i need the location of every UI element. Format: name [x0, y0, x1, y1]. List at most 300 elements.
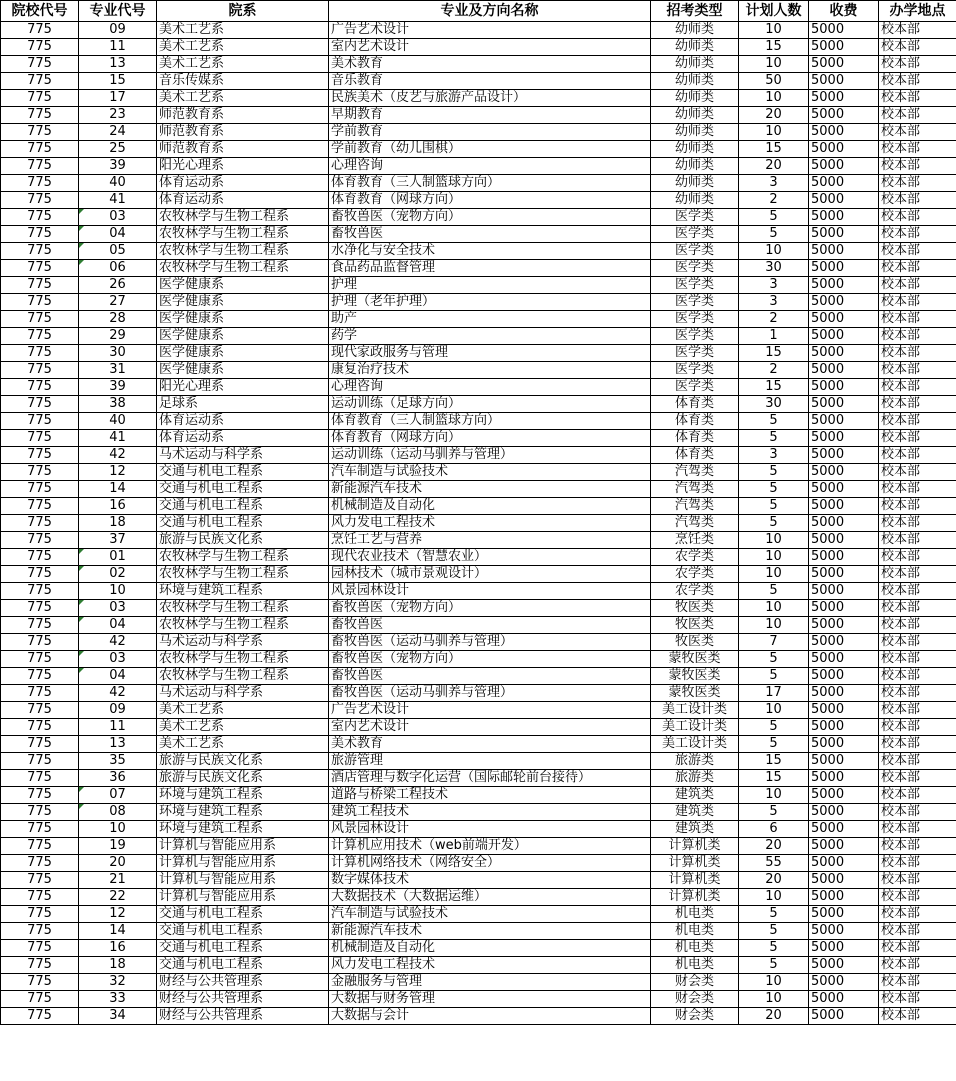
location-cell: 校本部	[879, 107, 956, 124]
major-code-cell: 10	[79, 583, 157, 600]
department-cell: 计算机与智能应用系	[157, 872, 329, 889]
plan-count-cell: 10	[739, 532, 809, 549]
department-cell: 医学健康系	[157, 277, 329, 294]
department-cell: 马术运动与科学系	[157, 634, 329, 651]
major-name-cell: 室内艺术设计	[329, 39, 651, 56]
department-cell: 计算机与智能应用系	[157, 889, 329, 906]
plan-count-cell: 50	[739, 73, 809, 90]
location-cell: 校本部	[879, 889, 956, 906]
exam-type-cell: 幼师类	[651, 141, 739, 158]
fee-cell: 5000	[809, 991, 879, 1008]
major-code-cell: 03	[79, 600, 157, 617]
school-code-cell: 775	[1, 991, 79, 1008]
plan-count-cell: 2	[739, 311, 809, 328]
department-cell: 农牧林学与生物工程系	[157, 209, 329, 226]
table-row	[1, 311, 956, 328]
exam-type-cell: 体育类	[651, 447, 739, 464]
fee-cell: 5000	[809, 940, 879, 957]
table-row	[1, 770, 956, 787]
department-cell: 旅游与民族文化系	[157, 770, 329, 787]
table-row	[1, 447, 956, 464]
fee-cell: 5000	[809, 209, 879, 226]
school-code-cell: 775	[1, 243, 79, 260]
school-code-cell: 775	[1, 549, 79, 566]
major-code-cell: 03	[79, 651, 157, 668]
location-cell: 校本部	[879, 345, 956, 362]
school-code-cell: 775	[1, 362, 79, 379]
major-name-cell: 畜牧兽医	[329, 226, 651, 243]
exam-type-cell: 体育类	[651, 430, 739, 447]
fee-cell: 5000	[809, 464, 879, 481]
table-row	[1, 345, 956, 362]
plan-count-cell: 10	[739, 56, 809, 73]
major-name-cell: 汽车制造与试验技术	[329, 906, 651, 923]
plan-count-cell: 5	[739, 736, 809, 753]
fee-cell: 5000	[809, 226, 879, 243]
location-cell: 校本部	[879, 22, 956, 39]
school-code-cell: 775	[1, 855, 79, 872]
major-code-cell: 11	[79, 719, 157, 736]
exam-type-cell: 机电类	[651, 923, 739, 940]
school-code-cell: 775	[1, 583, 79, 600]
table-row	[1, 906, 956, 923]
fee-cell: 5000	[809, 651, 879, 668]
fee-cell: 5000	[809, 362, 879, 379]
table-row	[1, 379, 956, 396]
exam-type-cell: 幼师类	[651, 90, 739, 107]
major-name-cell: 室内艺术设计	[329, 719, 651, 736]
department-cell: 体育运动系	[157, 175, 329, 192]
plan-count-cell: 5	[739, 430, 809, 447]
department-cell: 环境与建筑工程系	[157, 804, 329, 821]
major-code-cell: 24	[79, 124, 157, 141]
school-code-cell: 775	[1, 838, 79, 855]
department-cell: 交通与机电工程系	[157, 906, 329, 923]
location-cell: 校本部	[879, 311, 956, 328]
location-cell: 校本部	[879, 753, 956, 770]
header-major-code: 专业代号	[79, 1, 157, 22]
school-code-cell: 775	[1, 617, 79, 634]
table-row	[1, 175, 956, 192]
header-plan-count: 计划人数	[739, 1, 809, 22]
plan-count-cell: 55	[739, 855, 809, 872]
table-row	[1, 481, 956, 498]
location-cell: 校本部	[879, 158, 956, 175]
major-name-cell: 大数据与财务管理	[329, 991, 651, 1008]
major-code-cell: 31	[79, 362, 157, 379]
major-name-cell: 心理咨询	[329, 158, 651, 175]
major-code-cell: 28	[79, 311, 157, 328]
location-cell: 校本部	[879, 549, 956, 566]
table-row	[1, 90, 956, 107]
fee-cell: 5000	[809, 243, 879, 260]
location-cell: 校本部	[879, 532, 956, 549]
table-row	[1, 600, 956, 617]
major-name-cell: 园林技术（城市景观设计）	[329, 566, 651, 583]
plan-count-cell: 20	[739, 158, 809, 175]
major-code-cell: 34	[79, 1008, 157, 1025]
department-cell: 医学健康系	[157, 362, 329, 379]
plan-count-cell: 3	[739, 175, 809, 192]
table-row	[1, 430, 956, 447]
department-cell: 交通与机电工程系	[157, 481, 329, 498]
major-code-cell: 15	[79, 73, 157, 90]
major-name-cell: 烹饪工艺与营养	[329, 532, 651, 549]
exam-type-cell: 医学类	[651, 243, 739, 260]
plan-count-cell: 3	[739, 294, 809, 311]
header-department: 院系	[157, 1, 329, 22]
exam-type-cell: 汽驾类	[651, 481, 739, 498]
plan-count-cell: 10	[739, 124, 809, 141]
exam-type-cell: 医学类	[651, 277, 739, 294]
plan-count-cell: 17	[739, 685, 809, 702]
table-row	[1, 583, 956, 600]
exam-type-cell: 幼师类	[651, 175, 739, 192]
major-name-cell: 早期教育	[329, 107, 651, 124]
department-cell: 环境与建筑工程系	[157, 583, 329, 600]
major-name-cell: 体育教育（网球方向）	[329, 192, 651, 209]
plan-count-cell: 10	[739, 600, 809, 617]
major-name-cell: 护理	[329, 277, 651, 294]
header-fee: 收费	[809, 1, 879, 22]
major-code-cell: 05	[79, 243, 157, 260]
major-name-cell: 美术教育	[329, 56, 651, 73]
major-code-cell: 17	[79, 90, 157, 107]
table-row	[1, 243, 956, 260]
school-code-cell: 775	[1, 311, 79, 328]
fee-cell: 5000	[809, 957, 879, 974]
school-code-cell: 775	[1, 447, 79, 464]
location-cell: 校本部	[879, 770, 956, 787]
plan-count-cell: 2	[739, 192, 809, 209]
location-cell: 校本部	[879, 583, 956, 600]
school-code-cell: 775	[1, 770, 79, 787]
major-code-cell: 37	[79, 532, 157, 549]
fee-cell: 5000	[809, 345, 879, 362]
major-code-cell: 02	[79, 566, 157, 583]
location-cell: 校本部	[879, 141, 956, 158]
plan-count-cell: 5	[739, 498, 809, 515]
major-name-cell: 新能源汽车技术	[329, 923, 651, 940]
location-cell: 校本部	[879, 634, 956, 651]
fee-cell: 5000	[809, 753, 879, 770]
fee-cell: 5000	[809, 770, 879, 787]
department-cell: 师范教育系	[157, 124, 329, 141]
exam-type-cell: 财会类	[651, 991, 739, 1008]
major-name-cell: 运动训练（运动马驯养与管理）	[329, 447, 651, 464]
exam-type-cell: 旅游类	[651, 770, 739, 787]
major-code-cell: 18	[79, 515, 157, 532]
location-cell: 校本部	[879, 685, 956, 702]
school-code-cell: 775	[1, 719, 79, 736]
location-cell: 校本部	[879, 90, 956, 107]
plan-count-cell: 3	[739, 277, 809, 294]
fee-cell: 5000	[809, 192, 879, 209]
location-cell: 校本部	[879, 226, 956, 243]
major-name-cell: 汽车制造与试验技术	[329, 464, 651, 481]
exam-type-cell: 牧医类	[651, 634, 739, 651]
department-cell: 交通与机电工程系	[157, 923, 329, 940]
location-cell: 校本部	[879, 124, 956, 141]
major-code-cell: 08	[79, 804, 157, 821]
major-code-cell: 10	[79, 821, 157, 838]
exam-type-cell: 计算机类	[651, 872, 739, 889]
school-code-cell: 775	[1, 175, 79, 192]
location-cell: 校本部	[879, 328, 956, 345]
plan-count-cell: 2	[739, 362, 809, 379]
location-cell: 校本部	[879, 498, 956, 515]
school-code-cell: 775	[1, 464, 79, 481]
major-name-cell: 畜牧兽医（宠物方向）	[329, 209, 651, 226]
school-code-cell: 775	[1, 651, 79, 668]
location-cell: 校本部	[879, 481, 956, 498]
table-row	[1, 396, 956, 413]
school-code-cell: 775	[1, 396, 79, 413]
major-name-cell: 运动训练（足球方向）	[329, 396, 651, 413]
exam-type-cell: 医学类	[651, 379, 739, 396]
table-row	[1, 107, 956, 124]
fee-cell: 5000	[809, 39, 879, 56]
table-row	[1, 872, 956, 889]
fee-cell: 5000	[809, 532, 879, 549]
major-code-cell: 35	[79, 753, 157, 770]
school-code-cell: 775	[1, 787, 79, 804]
table-row	[1, 753, 956, 770]
major-name-cell: 体育教育（三人制篮球方向）	[329, 175, 651, 192]
exam-type-cell: 旅游类	[651, 753, 739, 770]
exam-type-cell: 幼师类	[651, 22, 739, 39]
fee-cell: 5000	[809, 617, 879, 634]
fee-cell: 5000	[809, 1008, 879, 1025]
location-cell: 校本部	[879, 821, 956, 838]
table-row	[1, 226, 956, 243]
school-code-cell: 775	[1, 56, 79, 73]
major-code-cell: 42	[79, 634, 157, 651]
fee-cell: 5000	[809, 90, 879, 107]
major-code-cell: 30	[79, 345, 157, 362]
location-cell: 校本部	[879, 430, 956, 447]
plan-count-cell: 10	[739, 889, 809, 906]
location-cell: 校本部	[879, 702, 956, 719]
plan-count-cell: 5	[739, 515, 809, 532]
plan-count-cell: 5	[739, 906, 809, 923]
department-cell: 体育运动系	[157, 430, 329, 447]
plan-count-cell: 20	[739, 107, 809, 124]
department-cell: 农牧林学与生物工程系	[157, 651, 329, 668]
location-cell: 校本部	[879, 447, 956, 464]
major-name-cell: 药学	[329, 328, 651, 345]
location-cell: 校本部	[879, 872, 956, 889]
department-cell: 财经与公共管理系	[157, 1008, 329, 1025]
plan-count-cell: 5	[739, 940, 809, 957]
plan-count-cell: 5	[739, 583, 809, 600]
major-name-cell: 风景园林设计	[329, 583, 651, 600]
fee-cell: 5000	[809, 923, 879, 940]
exam-type-cell: 医学类	[651, 345, 739, 362]
major-name-cell: 美术教育	[329, 736, 651, 753]
location-cell: 校本部	[879, 515, 956, 532]
major-name-cell: 康复治疗技术	[329, 362, 651, 379]
school-code-cell: 775	[1, 804, 79, 821]
major-code-cell: 11	[79, 39, 157, 56]
location-cell: 校本部	[879, 957, 956, 974]
school-code-cell: 775	[1, 209, 79, 226]
major-code-cell: 27	[79, 294, 157, 311]
department-cell: 阳光心理系	[157, 158, 329, 175]
department-cell: 阳光心理系	[157, 379, 329, 396]
school-code-cell: 775	[1, 39, 79, 56]
department-cell: 师范教育系	[157, 141, 329, 158]
exam-type-cell: 医学类	[651, 311, 739, 328]
major-code-cell: 29	[79, 328, 157, 345]
table-row	[1, 634, 956, 651]
school-code-cell: 775	[1, 277, 79, 294]
exam-type-cell: 汽驾类	[651, 498, 739, 515]
table-row	[1, 889, 956, 906]
table-row	[1, 498, 956, 515]
plan-count-cell: 10	[739, 90, 809, 107]
department-cell: 医学健康系	[157, 345, 329, 362]
fee-cell: 5000	[809, 158, 879, 175]
department-cell: 交通与机电工程系	[157, 957, 329, 974]
plan-count-cell: 10	[739, 991, 809, 1008]
location-cell: 校本部	[879, 209, 956, 226]
location-cell: 校本部	[879, 566, 956, 583]
location-cell: 校本部	[879, 56, 956, 73]
major-code-cell: 16	[79, 940, 157, 957]
major-code-cell: 39	[79, 158, 157, 175]
fee-cell: 5000	[809, 141, 879, 158]
plan-count-cell: 10	[739, 22, 809, 39]
table-row	[1, 192, 956, 209]
major-code-cell: 41	[79, 430, 157, 447]
location-cell: 校本部	[879, 651, 956, 668]
department-cell: 美术工艺系	[157, 719, 329, 736]
fee-cell: 5000	[809, 311, 879, 328]
exam-type-cell: 美工设计类	[651, 719, 739, 736]
department-cell: 旅游与民族文化系	[157, 753, 329, 770]
fee-cell: 5000	[809, 294, 879, 311]
fee-cell: 5000	[809, 379, 879, 396]
exam-type-cell: 财会类	[651, 974, 739, 991]
school-code-cell: 775	[1, 481, 79, 498]
table-row	[1, 39, 956, 56]
exam-type-cell: 医学类	[651, 294, 739, 311]
major-code-cell: 26	[79, 277, 157, 294]
school-code-cell: 775	[1, 532, 79, 549]
major-name-cell: 畜牧兽医（运动马驯养与管理）	[329, 685, 651, 702]
major-code-cell: 13	[79, 736, 157, 753]
table-row	[1, 209, 956, 226]
location-cell: 校本部	[879, 736, 956, 753]
school-code-cell: 775	[1, 736, 79, 753]
major-name-cell: 音乐教育	[329, 73, 651, 90]
major-name-cell: 体育教育（网球方向）	[329, 430, 651, 447]
major-code-cell: 33	[79, 991, 157, 1008]
major-code-cell: 38	[79, 396, 157, 413]
plan-count-cell: 15	[739, 753, 809, 770]
location-cell: 校本部	[879, 294, 956, 311]
exam-type-cell: 牧医类	[651, 600, 739, 617]
major-name-cell: 风力发电工程技术	[329, 957, 651, 974]
fee-cell: 5000	[809, 668, 879, 685]
exam-type-cell: 医学类	[651, 362, 739, 379]
exam-type-cell: 幼师类	[651, 124, 739, 141]
location-cell: 校本部	[879, 923, 956, 940]
school-code-cell: 775	[1, 90, 79, 107]
exam-type-cell: 幼师类	[651, 158, 739, 175]
fee-cell: 5000	[809, 787, 879, 804]
school-code-cell: 775	[1, 22, 79, 39]
department-cell: 美术工艺系	[157, 90, 329, 107]
table-row	[1, 651, 956, 668]
department-cell: 交通与机电工程系	[157, 498, 329, 515]
major-name-cell: 新能源汽车技术	[329, 481, 651, 498]
fee-cell: 5000	[809, 481, 879, 498]
major-name-cell: 水净化与安全技术	[329, 243, 651, 260]
exam-type-cell: 美工设计类	[651, 736, 739, 753]
plan-count-cell: 6	[739, 821, 809, 838]
major-code-cell: 40	[79, 413, 157, 430]
exam-type-cell: 农学类	[651, 566, 739, 583]
table-row	[1, 141, 956, 158]
fee-cell: 5000	[809, 277, 879, 294]
school-code-cell: 775	[1, 906, 79, 923]
department-cell: 财经与公共管理系	[157, 991, 329, 1008]
fee-cell: 5000	[809, 396, 879, 413]
table-row	[1, 73, 956, 90]
plan-count-cell: 5	[739, 226, 809, 243]
major-name-cell: 道路与桥梁工程技术	[329, 787, 651, 804]
major-name-cell: 广告艺术设计	[329, 22, 651, 39]
table-row	[1, 413, 956, 430]
plan-count-cell: 5	[739, 804, 809, 821]
department-cell: 计算机与智能应用系	[157, 855, 329, 872]
major-code-cell: 23	[79, 107, 157, 124]
plan-count-cell: 20	[739, 872, 809, 889]
location-cell: 校本部	[879, 991, 956, 1008]
fee-cell: 5000	[809, 889, 879, 906]
major-name-cell: 现代农业技术（智慧农业）	[329, 549, 651, 566]
location-cell: 校本部	[879, 192, 956, 209]
department-cell: 马术运动与科学系	[157, 447, 329, 464]
school-code-cell: 775	[1, 889, 79, 906]
fee-cell: 5000	[809, 124, 879, 141]
major-name-cell: 心理咨询	[329, 379, 651, 396]
school-code-cell: 775	[1, 498, 79, 515]
department-cell: 医学健康系	[157, 328, 329, 345]
school-code-cell: 775	[1, 345, 79, 362]
plan-count-cell: 5	[739, 481, 809, 498]
exam-type-cell: 财会类	[651, 1008, 739, 1025]
location-cell: 校本部	[879, 362, 956, 379]
major-name-cell: 计算机网络技术（网络安全）	[329, 855, 651, 872]
plan-count-cell: 10	[739, 566, 809, 583]
location-cell: 校本部	[879, 940, 956, 957]
major-name-cell: 助产	[329, 311, 651, 328]
table-row	[1, 294, 956, 311]
location-cell: 校本部	[879, 39, 956, 56]
major-code-cell: 36	[79, 770, 157, 787]
school-code-cell: 775	[1, 328, 79, 345]
school-code-cell: 775	[1, 413, 79, 430]
location-cell: 校本部	[879, 600, 956, 617]
header-row	[1, 1, 956, 22]
exam-type-cell: 幼师类	[651, 73, 739, 90]
school-code-cell: 775	[1, 872, 79, 889]
fee-cell: 5000	[809, 719, 879, 736]
table-row	[1, 549, 956, 566]
